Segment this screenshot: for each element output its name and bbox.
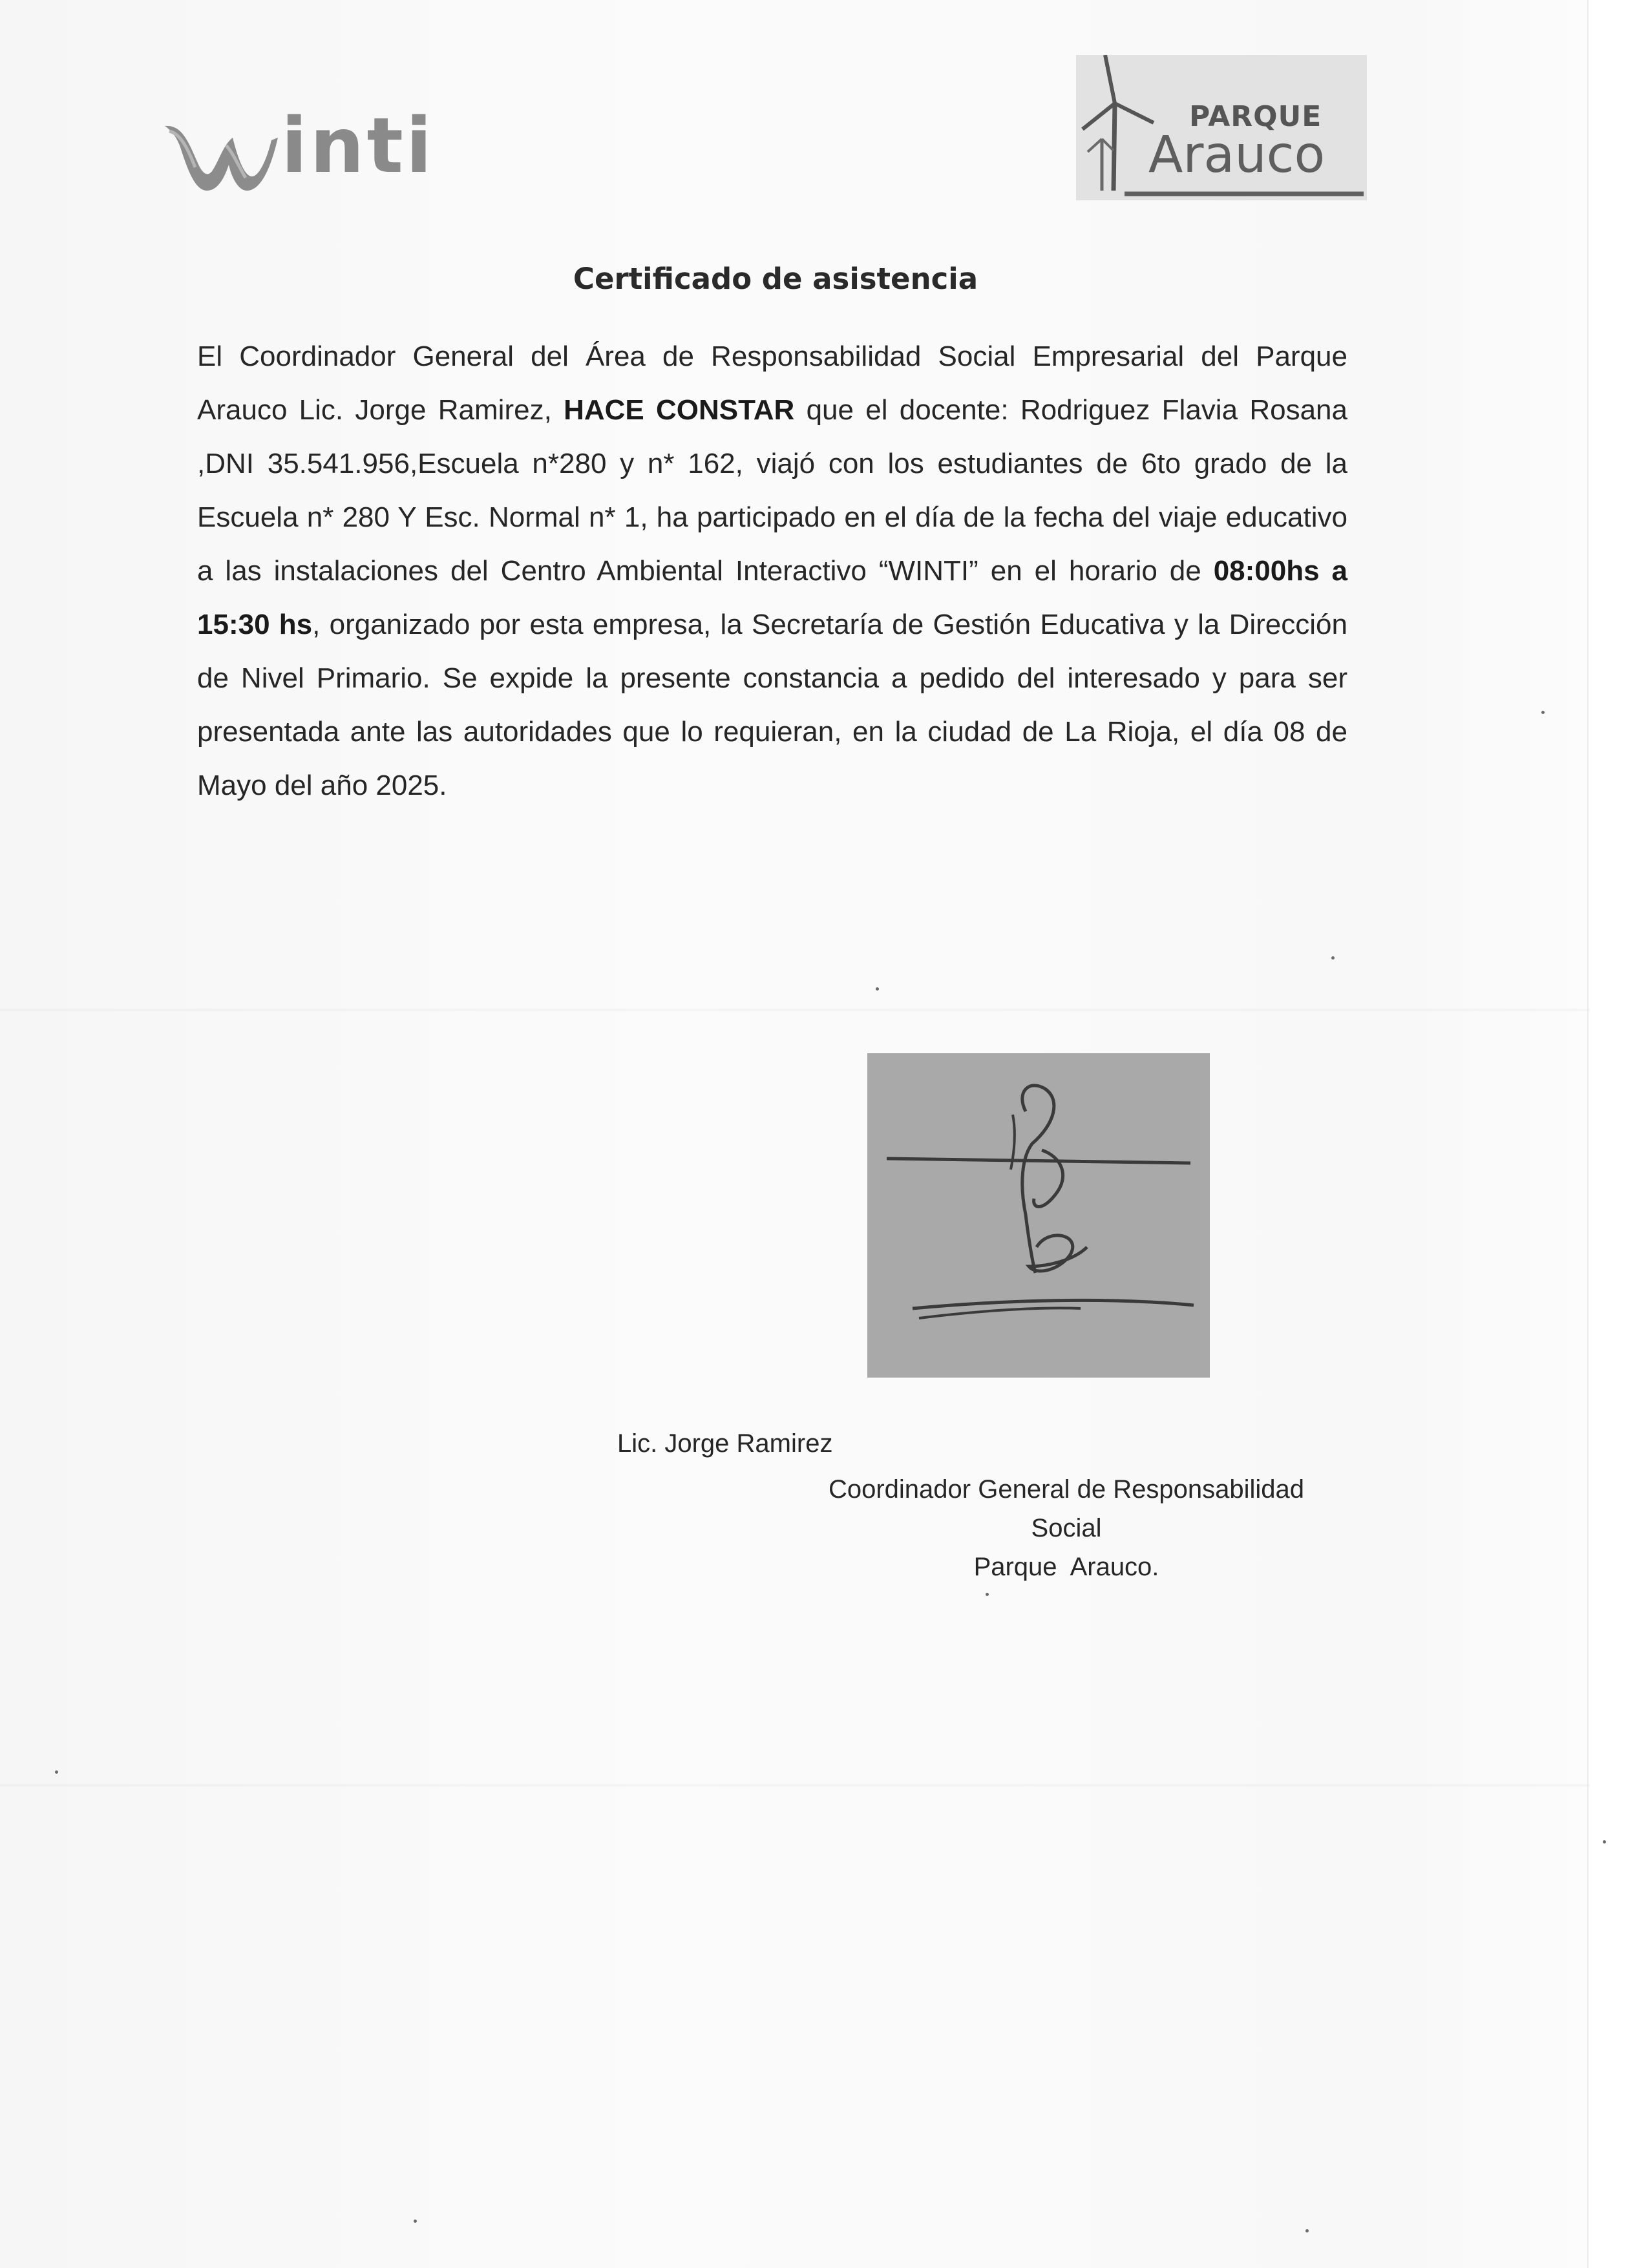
- signer-name: Lic. Jorge Ramirez: [617, 1429, 833, 1458]
- body-text-part: El Coordinador General del Área de Responsabilidad Social Empresarial del Parque Arauco Lic. Jorge Ramirez,: [197, 341, 1347, 426]
- paper-fold: [0, 1008, 1590, 1012]
- body-bold-hace-constar: HACE CONSTAR: [564, 394, 795, 426]
- logo-word-parque: PARQUE: [1189, 100, 1322, 133]
- signer-title-line: Coordinador General de Responsabilidad: [828, 1475, 1305, 1504]
- scan-speck: [1603, 1840, 1606, 1843]
- parque-arauco-logo: [1076, 55, 1367, 200]
- body-text-part: , organizado por esta empresa, la Secretaría de Gestión Educativa y la Dirección de Nivel Primario. Se expide la presente constancia a pedido del interesado y para ser presentada ante las autoridades que lo requieran, en la ciudad de La Rioja, el día 08 de Mayo del año 2025.: [197, 609, 1347, 801]
- body-bold-schedule: 08:00hs a 15:30 hs: [197, 555, 1348, 640]
- handwritten-signature: [867, 1053, 1210, 1378]
- document-title: Certificado de asistencia: [573, 262, 978, 296]
- signer-title-line: Social: [1031, 1514, 1102, 1542]
- signature-box: [867, 1053, 1210, 1378]
- paper-fold: [0, 1783, 1590, 1787]
- logo-word-winti: inti: [281, 101, 435, 190]
- scan-speck: [55, 1770, 58, 1774]
- scan-speck: [1305, 2229, 1309, 2232]
- certificate-body: [197, 330, 1347, 812]
- signer-title-line: Parque Arauco.: [973, 1553, 1159, 1581]
- page-edge: [1587, 0, 1648, 2268]
- scan-speck: [876, 987, 879, 991]
- body-text-part: que el docente: Rodriguez Flavia Rosana ,DNI 35.541.956,Escuela n*280 y n* 162, viajó con los estudiantes de 6to grado de la Escuela n* 280 Y Esc. Normal n* 1, ha participado en el día de la fecha del viaje educativo a las instalaciones del Centro Ambiental Interactivo “WINTI” en el horario de: [197, 394, 1347, 587]
- scan-speck: [414, 2220, 417, 2223]
- logo-word-arauco: Arauco: [1148, 126, 1326, 184]
- scan-speck: [1541, 711, 1545, 714]
- scan-speck: [1331, 956, 1335, 960]
- scan-speck: [986, 1593, 989, 1596]
- signer-title: [743, 1470, 1389, 1586]
